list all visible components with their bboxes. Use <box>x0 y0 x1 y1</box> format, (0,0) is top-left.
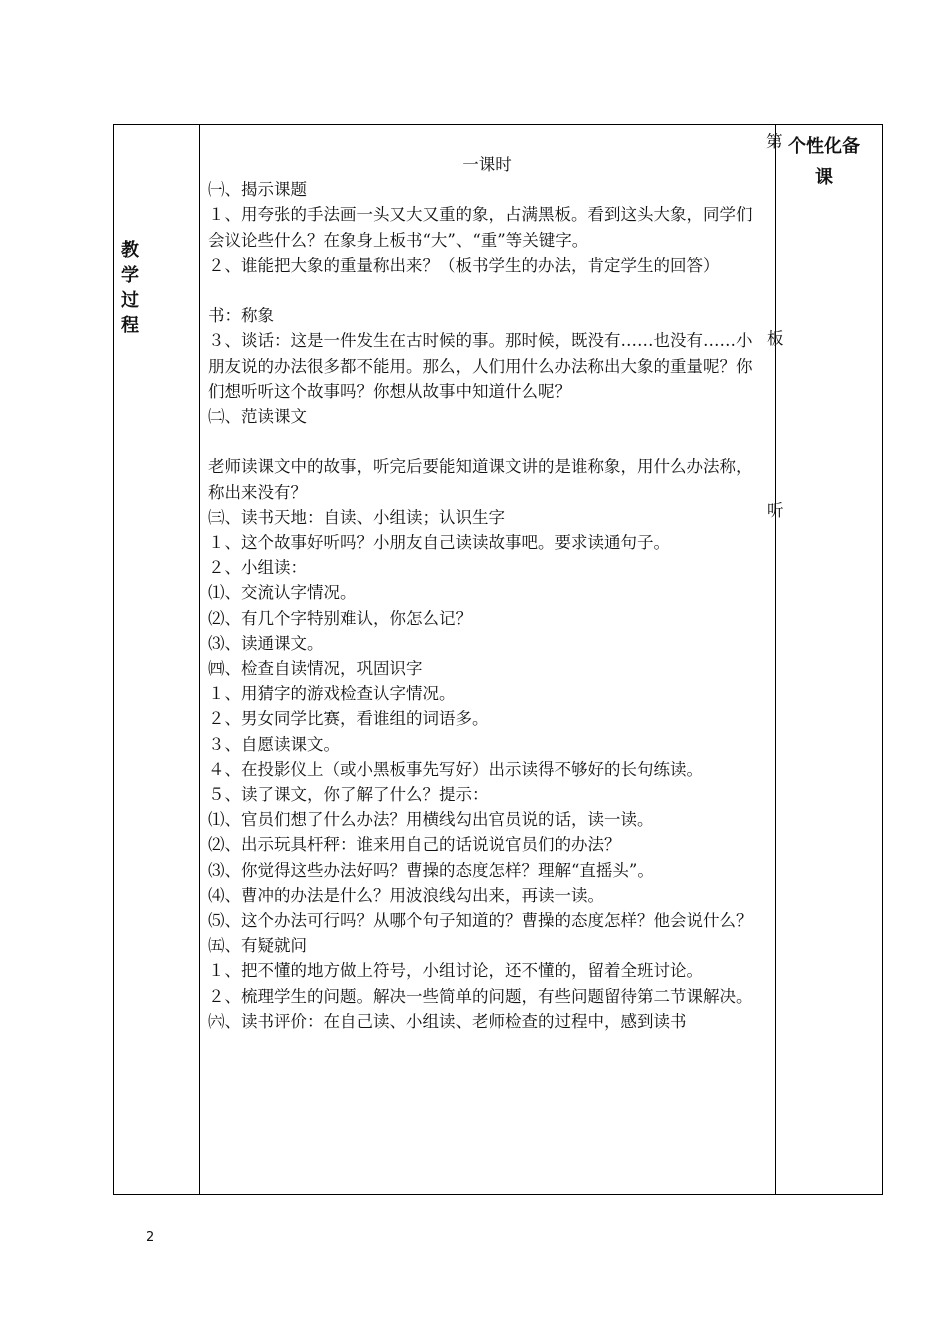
section-heading: ㈡、范读课文 <box>208 407 307 427</box>
content-line: ２、谁能把大象的重量称出来？（板书学生的办法，肯定学生的回答） <box>208 255 720 275</box>
content-line: ３、自愿读课文。 <box>208 734 340 754</box>
section-heading: ㈢、读书天地：自读、小组读；认识生字 <box>208 507 505 527</box>
content-line: 书：称象 <box>208 306 274 326</box>
content-line: 老师读课文中的故事，听完后要能知道课文讲的是谁称象，用什么办法称，称出来没有？ <box>208 457 753 502</box>
blank-line <box>208 278 766 303</box>
content-line: ⑶、你觉得这些办法好吗？曹操的态度怎样？理解“直摇头”。 <box>208 860 654 880</box>
content-line: １、这个故事好听吗？小朋友自己读读故事吧。要求读通句子。 <box>208 533 670 553</box>
content-line: ４、在投影仪上（或小黑板事先写好）出示读得不够好的长句练读。 <box>208 759 703 779</box>
section-heading: ㈥、读书评价：在自己读、小组读、老师检查的过程中，感到读书 <box>208 1011 687 1031</box>
content-line: ２、小组读： <box>208 558 307 578</box>
margin-char-di: 第 <box>766 132 783 151</box>
margin-char-ting: 听 <box>767 501 784 520</box>
content-line: １、用猜字的游戏检查认字情况。 <box>208 684 456 704</box>
lesson-content <box>208 152 766 1034</box>
content-line: ⑷、曹冲的办法是什么？用波浪线勾出来，再读一读。 <box>208 885 604 905</box>
content-line: ２、男女同学比赛，看谁组的词语多。 <box>208 709 489 729</box>
content-line: ⑸、这个办法可行吗？从哪个句子知道的？曹操的态度怎样？他会说什么？ <box>208 911 753 931</box>
blank-line <box>208 429 766 454</box>
lesson-period-title: 一课时 <box>462 155 512 174</box>
teaching-process-label: 教学过程 <box>121 240 139 336</box>
content-line: ⑵、出示玩具杆秤：谁来用自己的话说说官员们的办法？ <box>208 835 621 855</box>
content-line: ２、梳理学生的问题。解决一些简单的问题，有些问题留待第二节课解决。 <box>208 986 753 1006</box>
personalized-prep-header: 个性化备课 <box>788 136 860 188</box>
content-line: １、把不懂的地方做上符号，小组讨论，还不懂的，留着全班讨论。 <box>208 961 703 981</box>
content-line: ⑵、有几个字特别难认，你怎么记？ <box>208 608 472 628</box>
content-line: ⑴、官员们想了什么办法？用横线勾出官员说的话，读一读。 <box>208 810 654 830</box>
margin-char-ban: 板 <box>767 329 784 348</box>
section-heading: ㈠、揭示课题 <box>208 180 307 200</box>
column-divider-left <box>199 124 200 1195</box>
content-line: １、用夸张的手法画一头又大又重的象，占满黑板。看到这头大象，同学们会议论些什么？在象身上板书“大”、“重”等关键字。 <box>208 205 753 250</box>
content-line: ⑴、交流认字情况。 <box>208 583 357 603</box>
page-number: 2 <box>146 1230 155 1245</box>
column-divider-right <box>775 124 776 1195</box>
content-line: ３、谈话：这是一件发生在古时候的事。那时候，既没有……也没有……小朋友说的办法很多都不能用。那么，人们用什么办法称出大象的重量呢？你们想听听这个故事吗？你想从故事中知道什么呢？ <box>208 331 753 401</box>
section-heading: ㈤、有疑就问 <box>208 936 307 956</box>
content-line: ⑶、读通课文。 <box>208 633 324 653</box>
section-heading: ㈣、检查自读情况，巩固识字 <box>208 659 423 679</box>
content-line: ５、读了课文，你了解了什么？提示： <box>208 785 489 805</box>
